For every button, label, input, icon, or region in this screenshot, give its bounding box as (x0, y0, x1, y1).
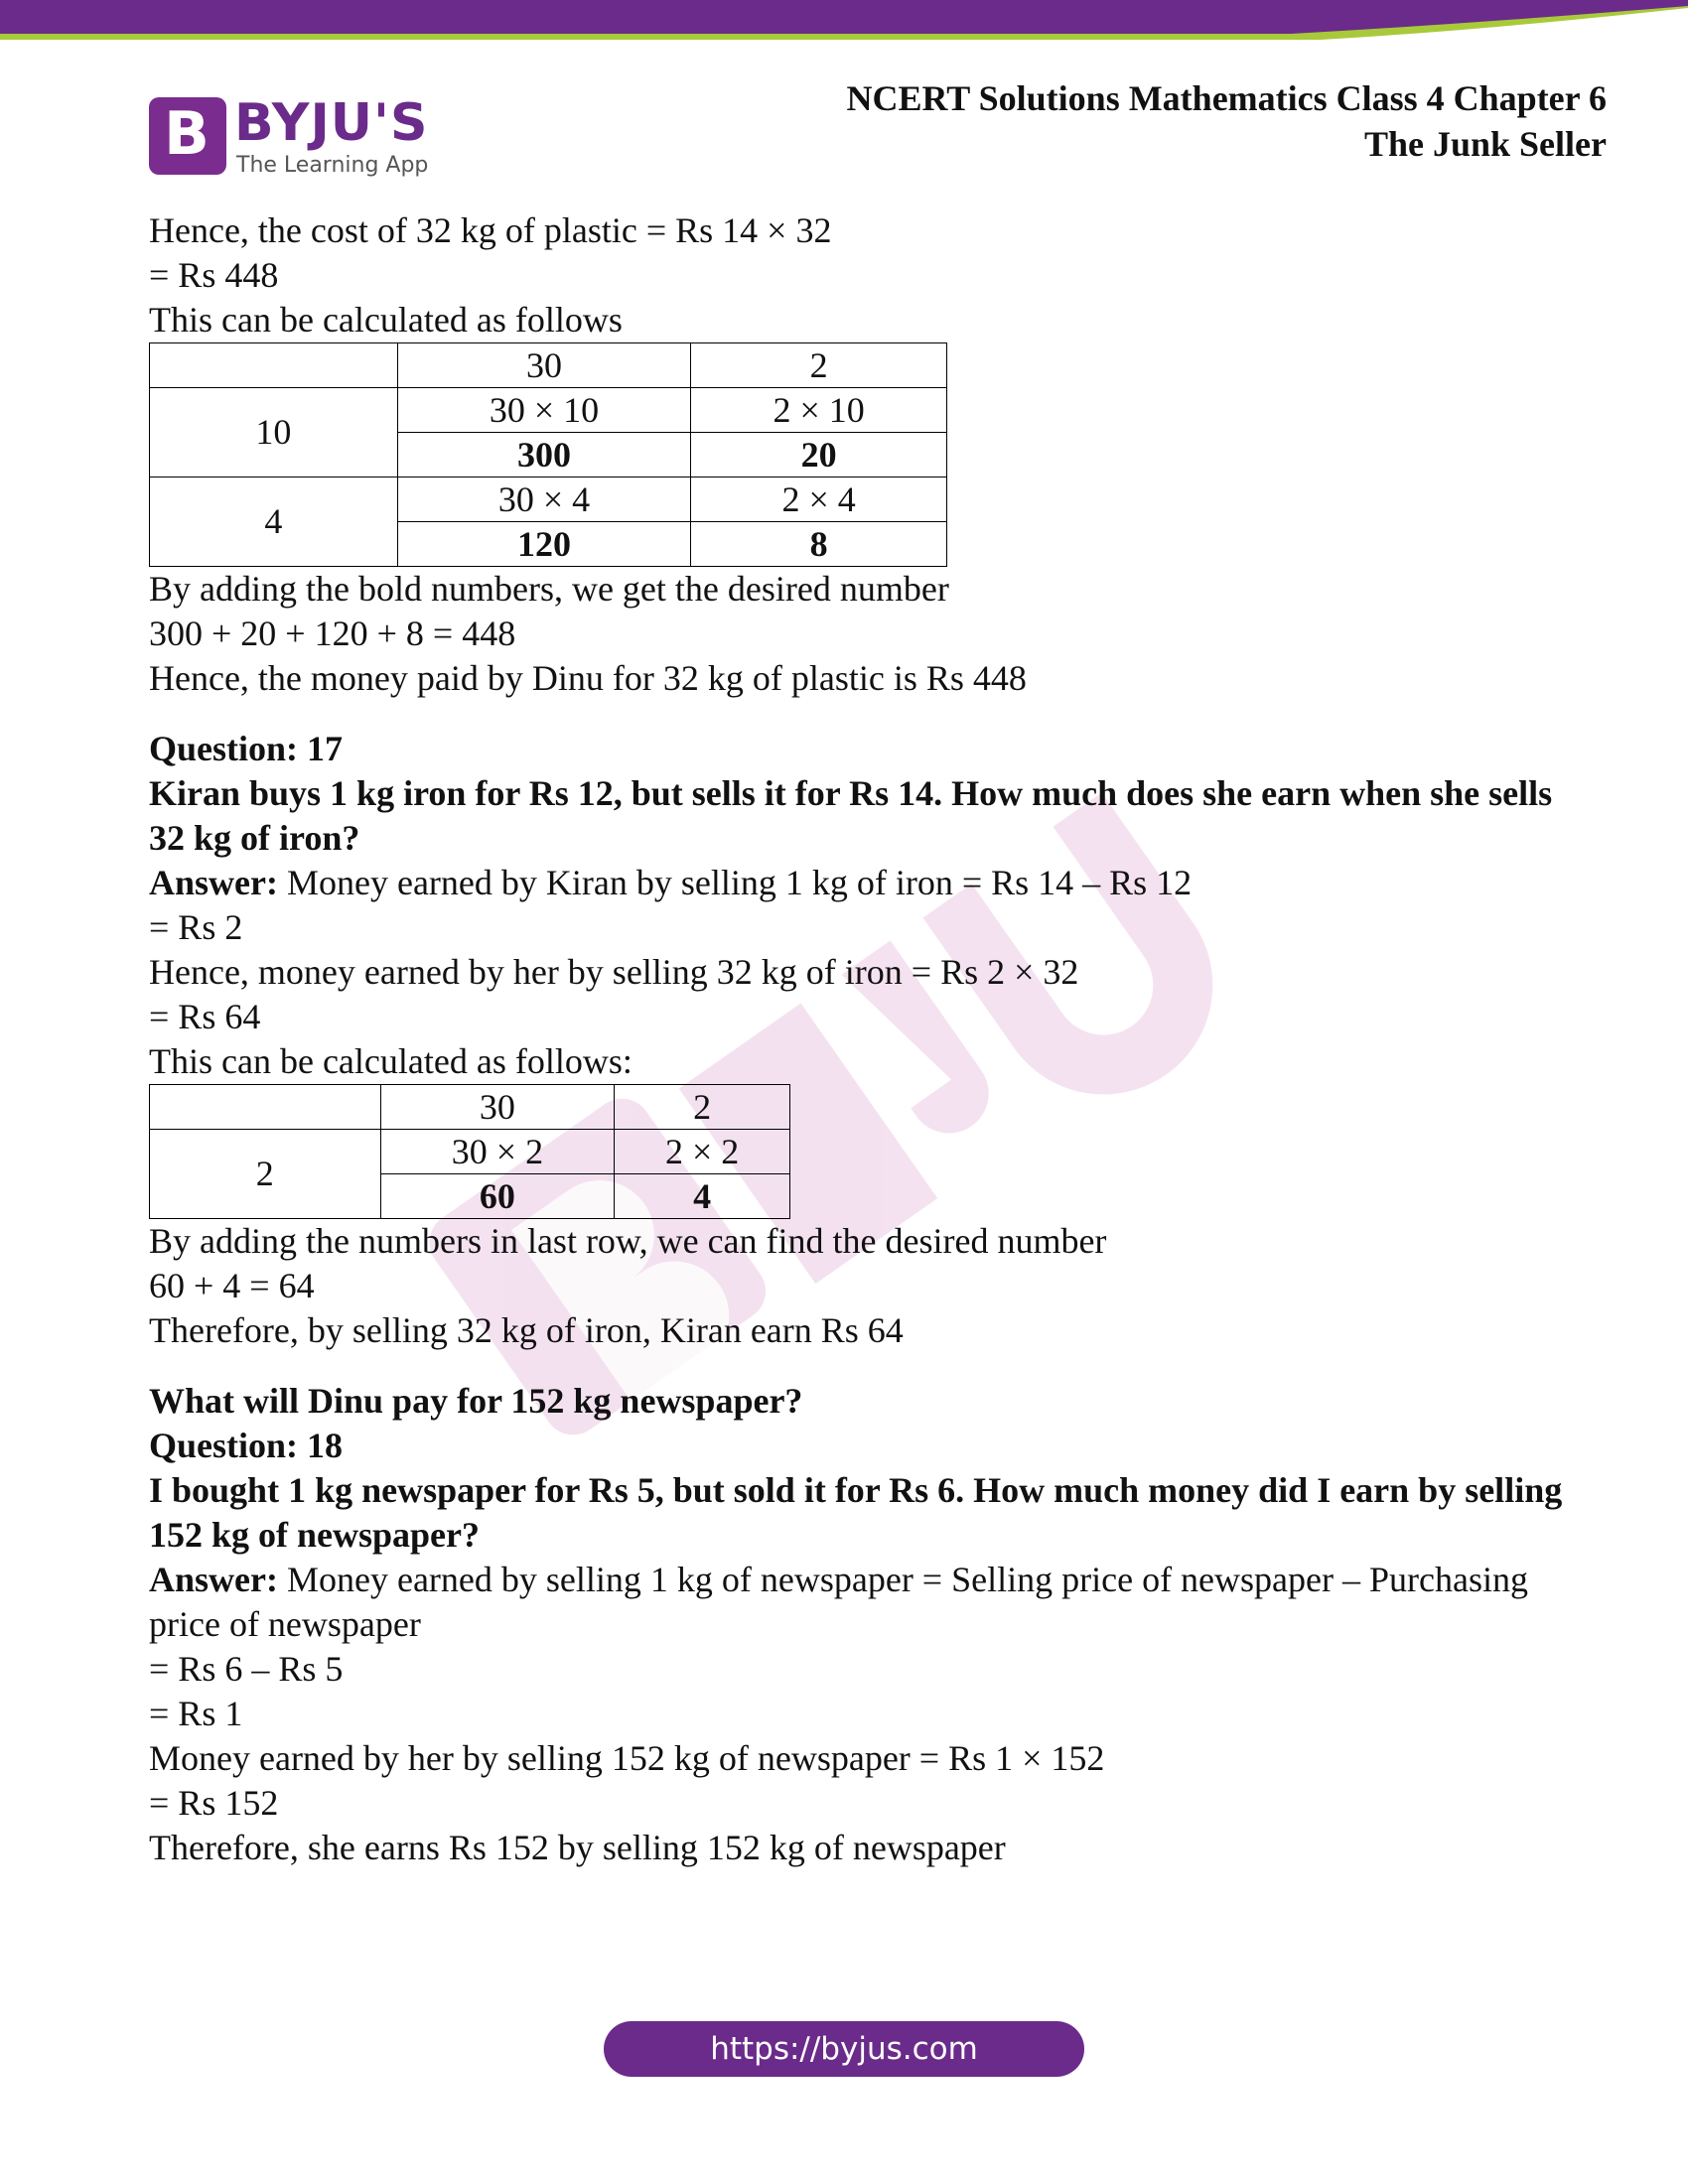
table-row (150, 343, 947, 388)
text-line: By adding the numbers in last row, we can find the desired number (149, 1221, 1107, 1261)
text-line: Hence, the money paid by Dinu for 32 kg of plastic is Rs 448 (149, 658, 1027, 698)
footer-url-link[interactable]: https://byjus.com (604, 2021, 1084, 2077)
table-cell: 8 (691, 522, 947, 567)
table-cell: 4 (615, 1174, 790, 1219)
table-cell: 2 (150, 1130, 381, 1219)
text-line: This can be calculated as follows (149, 300, 623, 340)
page-content (149, 208, 1579, 1870)
table-cell: 30 (380, 1085, 615, 1130)
document-title (713, 75, 1607, 167)
text-line: Money earned by her by selling 152 kg of newspaper = Rs 1 × 152 (149, 1738, 1105, 1778)
answer-label: Answer: (149, 863, 278, 902)
iron-multiplication-table (149, 1084, 790, 1219)
table-cell: 2 × 10 (691, 388, 947, 433)
answer-text: Money earned by Kiran by selling 1 kg of iron = Rs 14 – Rs 12 (277, 863, 1193, 902)
logo-tagline: The Learning App (236, 153, 429, 178)
text-line: 300 + 20 + 120 + 8 = 448 (149, 614, 516, 653)
logo-letter: B (164, 99, 210, 169)
question-prompt: What will Dinu pay for 152 kg newspaper? (149, 1381, 803, 1421)
table-cell: 30 (397, 343, 691, 388)
question-text: Kiran buys 1 kg iron for Rs 12, but sells it for Rs 14. How much does she earn when she sells 32 kg of iron? (149, 773, 1553, 858)
text-line: = Rs 64 (149, 997, 261, 1036)
text-line: 60 + 4 = 64 (149, 1266, 315, 1305)
answer-text: Money earned by selling 1 kg of newspaper = Selling price of newspaper – Purchasing price of newspaper (149, 1560, 1528, 1644)
text-line: Hence, the cost of 32 kg of plastic = Rs 14 × 32 (149, 210, 832, 250)
table-row (150, 388, 947, 433)
table-row (150, 1085, 790, 1130)
table-cell: 20 (691, 433, 947, 478)
text-line: = Rs 6 – Rs 5 (149, 1649, 344, 1689)
table-cell: 2 (615, 1085, 790, 1130)
table-row (150, 1130, 790, 1174)
answer-line (149, 861, 1579, 905)
title-line-1: NCERT Solutions Mathematics Class 4 Chapter 6 (846, 78, 1607, 118)
text-line: This can be calculated as follows: (149, 1041, 633, 1081)
table-cell: 300 (397, 433, 691, 478)
table-cell: 10 (150, 388, 398, 478)
answer-label: Answer: (149, 1560, 278, 1599)
table-cell: 120 (397, 522, 691, 567)
table-cell (150, 343, 398, 388)
table-cell: 2 × 2 (615, 1130, 790, 1174)
text-line: = Rs 1 (149, 1694, 243, 1733)
table-cell: 30 × 2 (380, 1130, 615, 1174)
question-text: I bought 1 kg newspaper for Rs 5, but sold it for Rs 6. How much money did I earn by selling 152 kg of newspaper? (149, 1470, 1563, 1555)
plastic-multiplication-table (149, 342, 947, 567)
question-heading: Question: 17 (149, 729, 344, 768)
text-line: = Rs 152 (149, 1783, 279, 1823)
logo-mark (149, 97, 226, 175)
table-cell: 4 (150, 478, 398, 567)
answer-line (149, 1558, 1579, 1647)
top-banner (0, 0, 1688, 56)
table-cell: 2 × 4 (691, 478, 947, 522)
logo-brand: BYJU'S (234, 93, 429, 153)
text-line: By adding the bold numbers, we get the desired number (149, 569, 949, 609)
byjus-logo (149, 93, 447, 181)
text-line: = Rs 2 (149, 907, 243, 947)
table-cell: 30 × 4 (397, 478, 691, 522)
text-line: = Rs 448 (149, 255, 279, 295)
text-line: Therefore, by selling 32 kg of iron, Kiran earn Rs 64 (149, 1310, 904, 1350)
table-row (150, 478, 947, 522)
table-cell: 2 (691, 343, 947, 388)
title-line-2: The Junk Seller (1363, 124, 1607, 164)
table-cell: 30 × 10 (397, 388, 691, 433)
table-cell (150, 1085, 381, 1130)
table-cell: 60 (380, 1174, 615, 1219)
text-line: Therefore, she earns Rs 152 by selling 152 kg of newspaper (149, 1828, 1006, 1867)
text-line: Hence, money earned by her by selling 32 kg of iron = Rs 2 × 32 (149, 952, 1079, 992)
question-heading: Question: 18 (149, 1426, 344, 1465)
